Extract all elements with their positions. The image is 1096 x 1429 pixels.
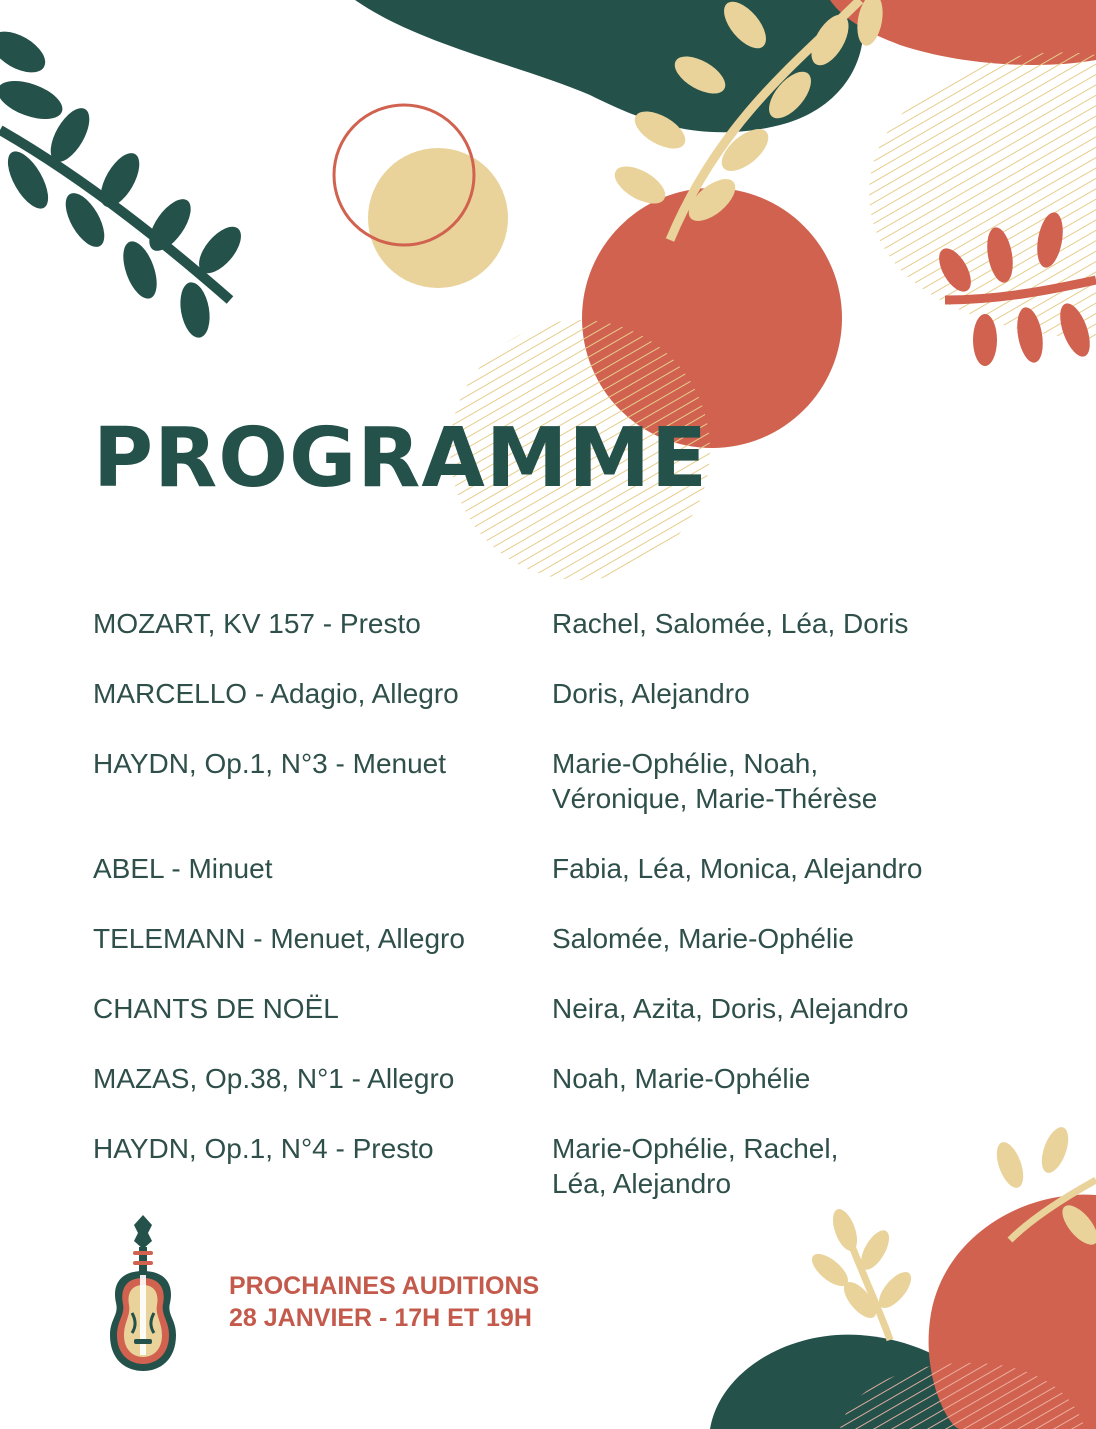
next-auditions — [229, 1270, 539, 1334]
program-row — [93, 851, 1013, 886]
performers: Neira, Azita, Doris, Alejandro — [552, 993, 909, 1024]
violin-icon — [100, 1215, 186, 1375]
piece-title: HAYDN, Op.1, N°4 - Presto — [93, 1133, 434, 1164]
piece-title: ABEL - Minuet — [93, 853, 273, 884]
program-row — [93, 1061, 1013, 1096]
piece-title: MARCELLO - Adagio, Allegro — [93, 678, 459, 709]
page-title: PROGRAMME — [93, 411, 709, 506]
program-row — [93, 746, 1013, 816]
next-auditions-heading: PROCHAINES AUDITIONS — [229, 1272, 540, 1300]
program-row — [93, 921, 1013, 956]
green-branch-left — [0, 23, 249, 340]
program-row — [93, 606, 1013, 641]
performers: Noah, Marie-Ophélie — [552, 1063, 811, 1094]
performers: Marie-Ophélie, Noah, Véronique, Marie-Thérèse — [552, 748, 878, 814]
performers: Rachel, Salomée, Léa, Doris — [552, 608, 909, 639]
sand-circle — [368, 148, 508, 288]
piece-title: MAZAS, Op.38, N°1 - Allegro — [93, 1063, 455, 1094]
performers: Fabia, Léa, Monica, Alejandro — [552, 853, 923, 884]
program-row — [93, 1131, 1013, 1201]
piece-title: CHANTS DE NOËL — [93, 993, 339, 1024]
performers: Salomée, Marie-Ophélie — [552, 923, 854, 954]
program-row — [93, 676, 1013, 711]
program-row — [93, 991, 1013, 1026]
piece-title: MOZART, KV 157 - Presto — [93, 608, 421, 639]
piece-title: HAYDN, Op.1, N°3 - Menuet — [93, 748, 447, 779]
piece-title: TELEMANN - Menuet, Allegro — [93, 923, 465, 954]
performers: Doris, Alejandro — [552, 678, 750, 709]
next-auditions-date: 28 JANVIER - 17H ET 19H — [229, 1304, 532, 1332]
program-list — [93, 606, 1013, 1236]
performers: Marie-Ophélie, Rachel, Léa, Alejandro — [552, 1133, 839, 1199]
